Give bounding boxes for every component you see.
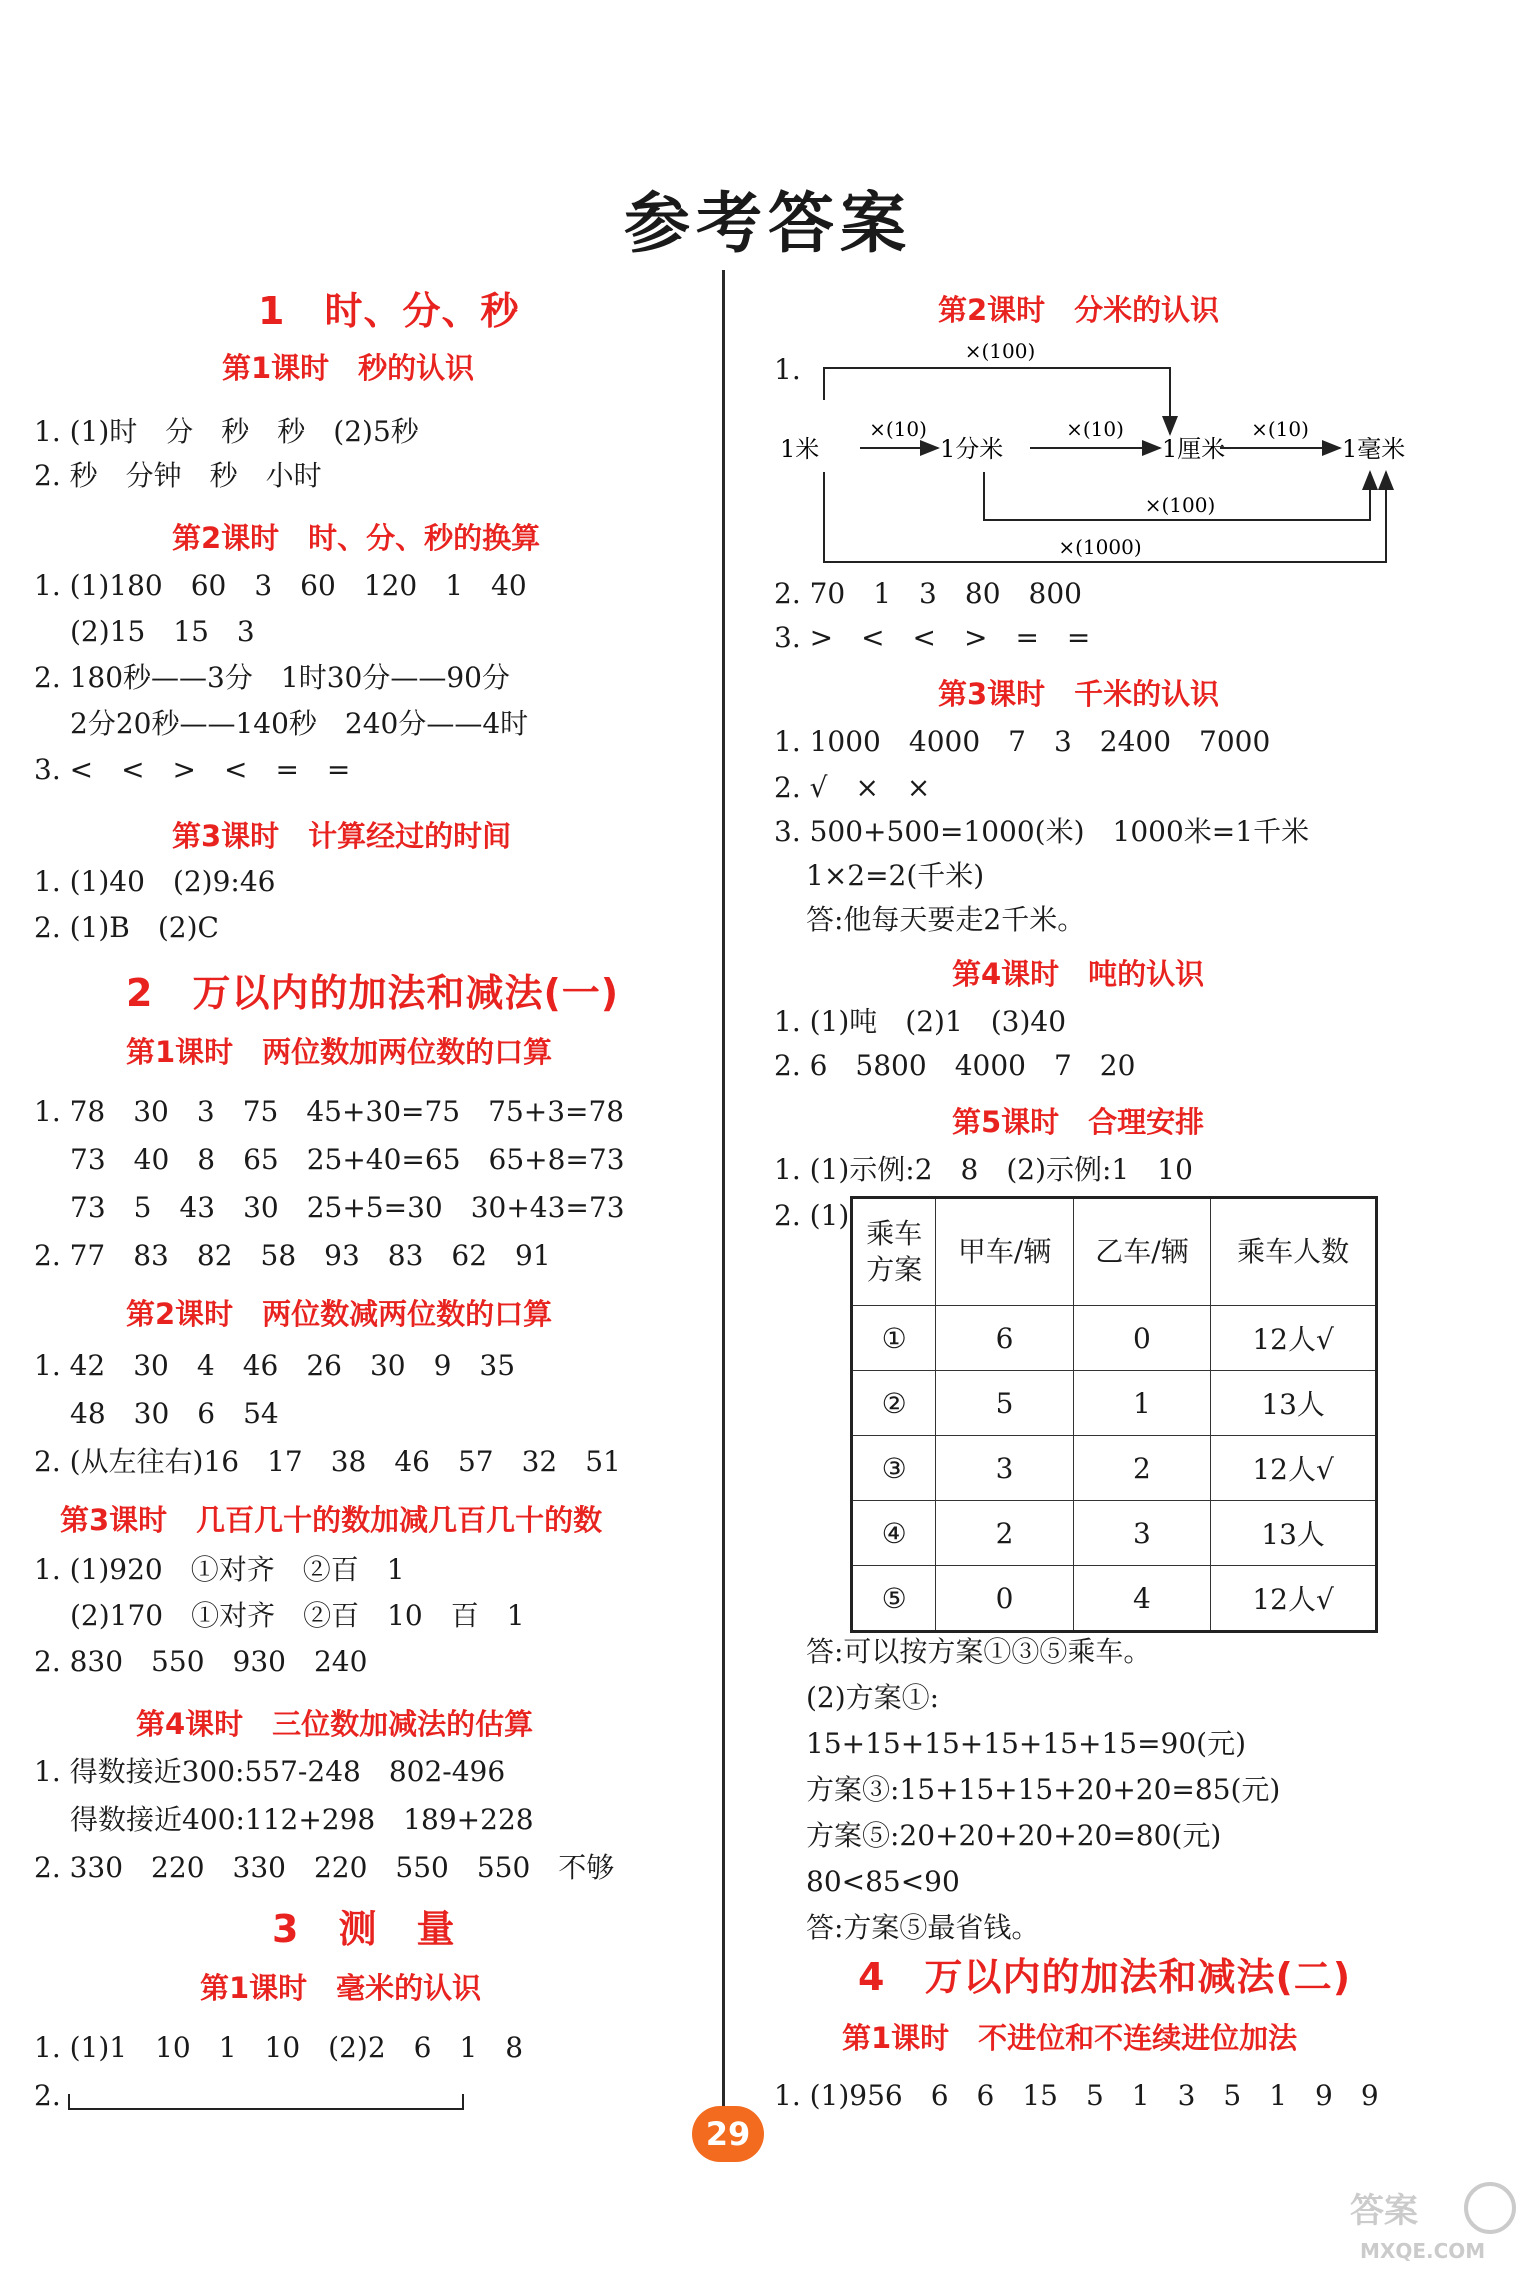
answer-line: 2. (1)B (2)C	[34, 911, 219, 944]
answer-line: 方案③:15+15+15+20+20=85(元)	[806, 1773, 1281, 1806]
answer-line: 1. (1)956 6 6 15 5 1 3 5 1 9 9	[774, 2079, 1379, 2112]
multiply-10-label: ×(10)	[1066, 417, 1124, 441]
lesson-heading: 第4课时 吨的认识	[952, 957, 1205, 991]
answer-line: 答:可以按方案①③⑤乘车。	[806, 1635, 1152, 1668]
answer-line: 1. (1)吨 (2)1 (3)40	[774, 1005, 1067, 1038]
answer-line: 1. (1)1 10 1 10 (2)2 6 1 8	[34, 2031, 524, 2064]
lesson-heading: 第1课时 不进位和不连续进位加法	[842, 2021, 1298, 2055]
chapter-heading-2: 2 万以内的加法和减法(一)	[126, 971, 620, 1015]
lesson-heading: 第4课时 三位数加减法的估算	[136, 1707, 534, 1741]
cell-passengers: 13人	[1211, 1371, 1377, 1436]
page-title: 参考答案	[624, 185, 912, 262]
cell-car-a: 6	[936, 1306, 1073, 1371]
answer-line: 2. 77 83 82 58 93 83 62 91	[34, 1239, 551, 1272]
answer-line: (2)170 ①对齐 ②百 10 百 1	[70, 1599, 525, 1632]
header-car-a: 甲车/辆	[936, 1198, 1073, 1306]
table-header-row	[852, 1198, 1377, 1306]
lesson-heading: 第3课时 计算经过的时间	[172, 819, 512, 853]
table-row	[852, 1566, 1377, 1632]
answer-line: 2. 830 550 930 240	[34, 1645, 368, 1678]
svg-text:MXQE.COM: MXQE.COM	[1360, 2239, 1486, 2263]
answer-line: 2. 330 220 330 220 550 550 不够	[34, 1851, 615, 1884]
lesson-heading: 第1课时 秒的认识	[222, 351, 475, 385]
answer-line: 1. 42 30 4 46 26 30 9 35	[34, 1349, 516, 1382]
table-row	[852, 1306, 1377, 1371]
multiply-10-label: ×(10)	[1251, 417, 1309, 441]
answer-line: 80<85<90	[806, 1865, 960, 1898]
answer-line: 48 30 6 54	[70, 1397, 279, 1430]
chapter-heading-4: 4 万以内的加法和减法(二)	[858, 1955, 1352, 1999]
answer-line: 3. > < < > = =	[774, 621, 1091, 654]
answer-line: 1. 1000 4000 7 3 2400 7000	[774, 725, 1271, 758]
measured-line-segment	[68, 2094, 464, 2110]
lesson-heading: 第2课时 时、分、秒的换算	[172, 521, 541, 555]
lesson-heading: 第1课时 两位数加两位数的口算	[126, 1035, 553, 1069]
answer-line: 1. (1)920 ①对齐 ②百 1	[34, 1553, 405, 1586]
answer-line: 2. 180秒——3分 1时30分——90分	[34, 661, 510, 694]
header-passengers: 乘车人数	[1211, 1198, 1377, 1306]
cell-plan: ③	[852, 1436, 936, 1501]
answer-line: 1. (1)180 60 3 60 120 1 40	[34, 569, 527, 602]
cell-car-a: 2	[936, 1501, 1073, 1566]
header-plan-line1: 乘车	[866, 1216, 923, 1250]
answer-line: 得数接近400:112+298 189+228	[70, 1803, 534, 1836]
cell-passengers: 12人√	[1211, 1566, 1377, 1632]
header-plan-line2: 方案	[866, 1253, 923, 1286]
table-row	[852, 1501, 1377, 1566]
answer-line: 1. 得数接近300:557-248 802-496	[34, 1755, 506, 1788]
answer-line: 73 5 43 30 25+5=30 30+43=73	[70, 1191, 625, 1224]
answer-line: 1. (1)示例:2 8 (2)示例:1 10	[774, 1153, 1193, 1186]
seating-plan-table	[850, 1196, 1378, 1633]
answer-line: (2)方案①:	[806, 1681, 940, 1714]
lesson-heading: 第1课时 毫米的认识	[200, 1971, 482, 2005]
cell-plan: ④	[852, 1501, 936, 1566]
cell-car-a: 3	[936, 1436, 1073, 1501]
lesson-heading: 第3课时 几百几十的数加减几百几十的数	[60, 1503, 603, 1537]
answer-line: 3. 500+500=1000(米) 1000米=1千米	[774, 815, 1310, 848]
answer-line: 方案⑤:20+20+20+20=80(元)	[806, 1819, 1222, 1852]
watermark-logo	[1330, 2170, 1530, 2270]
answer-line: 1×2=2(千米)	[806, 859, 985, 892]
answer-line: 答:方案⑤最省钱。	[806, 1911, 1040, 1944]
header-plan	[852, 1198, 936, 1306]
cell-plan: ①	[852, 1306, 936, 1371]
answer-line: 1. (1)40 (2)9:46	[34, 865, 276, 898]
cell-car-b: 2	[1073, 1436, 1210, 1501]
answer-line: 2. 6 5800 4000 7 20	[774, 1049, 1136, 1082]
multiply-1000-label: ×(1000)	[1058, 535, 1142, 559]
cell-car-b: 4	[1073, 1566, 1210, 1632]
cell-car-b: 3	[1073, 1501, 1210, 1566]
answer-line: 2. (从左往右)16 17 38 46 57 32 51	[34, 1445, 621, 1478]
unit-node-meter: 1米	[780, 435, 820, 463]
cell-car-b: 0	[1073, 1306, 1210, 1371]
answer-line: 答:他每天要走2千米。	[806, 903, 1086, 936]
answer-line: 2分20秒——140秒 240分——4时	[70, 707, 529, 740]
lesson-heading: 第2课时 两位数减两位数的口算	[126, 1297, 553, 1331]
column-divider	[722, 270, 725, 2120]
answer-line: 2. 秒 分钟 秒 小时	[34, 459, 322, 492]
answer-line: 1.	[774, 353, 801, 386]
cell-car-b: 1	[1073, 1371, 1210, 1436]
table-row	[852, 1371, 1377, 1436]
multiply-10-label: ×(10)	[869, 417, 927, 441]
multiply-100-label-top: ×(100)	[964, 339, 1036, 363]
table-row	[852, 1436, 1377, 1501]
answer-line: 1. 78 30 3 75 45+30=75 75+3=78	[34, 1095, 625, 1128]
cell-plan: ⑤	[852, 1566, 936, 1632]
cell-passengers: 12人√	[1211, 1306, 1377, 1371]
chapter-heading-1: 1 时、分、秒	[258, 289, 520, 333]
unit-node-decimeter: 1分米	[940, 435, 1004, 463]
unit-node-millimeter: 1毫米	[1342, 435, 1406, 463]
unit-node-centimeter: 1厘米	[1162, 435, 1226, 463]
answer-line: 3. < < > < = =	[34, 753, 351, 786]
cell-car-a: 5	[936, 1371, 1073, 1436]
answer-line: 2.	[34, 2079, 61, 2112]
lesson-heading: 第3课时 千米的认识	[938, 677, 1220, 711]
unit-conversion-diagram	[770, 330, 1510, 580]
cell-passengers: 13人	[1211, 1501, 1377, 1566]
answer-line: 2. √ × ×	[774, 771, 931, 804]
svg-text:答案: 答案	[1350, 2191, 1418, 2231]
header-car-b: 乙车/辆	[1073, 1198, 1210, 1306]
answer-line: 73 40 8 65 25+40=65 65+8=73	[70, 1143, 625, 1176]
answer-line: 15+15+15+15+15+15=90(元)	[806, 1727, 1247, 1760]
page-number-badge: 29	[692, 2106, 764, 2162]
answer-line: 1. (1)时 分 秒 秒 (2)5秒	[34, 415, 419, 448]
answer-line: 2. 70 1 3 80 800	[774, 577, 1082, 610]
answer-line: 2. (1)	[774, 1199, 850, 1232]
lesson-heading: 第5课时 合理安排	[952, 1105, 1205, 1139]
cell-passengers: 12人√	[1211, 1436, 1377, 1501]
multiply-100-label-bottom: ×(100)	[1144, 493, 1216, 517]
lesson-heading: 第2课时 分米的认识	[938, 293, 1220, 327]
cell-plan: ②	[852, 1371, 936, 1436]
cell-car-a: 0	[936, 1566, 1073, 1632]
answer-line: (2)15 15 3	[70, 615, 255, 648]
chapter-heading-3: 3 测 量	[272, 1907, 456, 1951]
